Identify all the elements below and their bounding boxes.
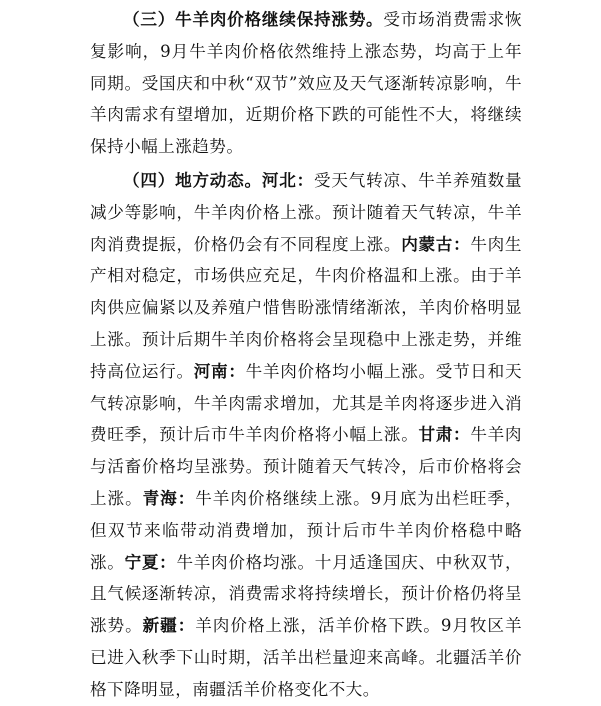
region-hebei-text: 受天气转凉、牛羊养殖数量减少等影响，牛羊肉价格上涨。预计随着天气转凉，牛羊肉消费提振，价格仍会有不同程度上涨。 <box>90 171 522 254</box>
region-xinjiang-label: 新疆： <box>142 615 196 636</box>
section-3-body: 受市场消费需求恢复影响，9月牛羊肉价格依然维持上涨态势，均高于上年同期。受国庆和中秋“双节”效应及天气逐渐转凉影响，牛羊肉需求有望增加，近期价格下跌的可能性不大，将继续保持小幅上涨趋势。 <box>90 10 522 157</box>
section-4-heading: （四）地方动态。 <box>123 170 262 190</box>
paragraph-section-4 <box>90 165 522 706</box>
region-gansu-text: 牛羊肉与活畜价格均呈涨势。预计随着天气转冷，后市价格将会上涨。 <box>90 425 522 508</box>
region-henan-label: 河南： <box>193 360 246 381</box>
region-hebei-label: 河北： <box>261 170 314 190</box>
region-henan-text: 牛羊肉价格均小幅上涨。受节日和天气转凉影响，牛羊肉需求增加，尤其是羊肉将逐步进入消费旺季，预计后市牛羊肉价格将小幅上涨。 <box>90 361 523 445</box>
region-gansu-label: 甘肃： <box>418 424 471 445</box>
region-ningxia-label: 宁夏： <box>124 551 177 572</box>
region-qinghai-text: 牛羊肉价格继续上涨。9月底为出栏旺季，但双节来临带动消费增加，预计后市牛羊肉价格稳中略涨。 <box>90 488 522 572</box>
region-xinjiang-text: 羊肉价格上涨，活羊价格下跌。9月牧区羊已进入秋季下山时期，活羊出栏量迎来高峰。北疆活羊价格下降明显，南疆活羊价格变化不大。 <box>90 616 522 699</box>
region-neimenggu-text: 牛肉生产相对稳定，市场供应充足，牛肉价格温和上涨。由于羊肉供应偏紧以及养殖户惜售盼涨情绪渐浓，羊肉价格明显上涨。预计后期牛羊肉价格将会呈现稳中上涨走势，并维持高位运行。 <box>90 234 522 381</box>
region-qinghai-label: 青海： <box>142 487 196 508</box>
region-neimenggu-label: 内蒙古： <box>401 233 471 254</box>
section-3-heading: （三）牛羊肉价格继续保持涨势。 <box>123 9 384 29</box>
region-ningxia-text: 牛羊肉价格均涨。十月适逢国庆、中秋双节，且气候逐渐转凉，消费需求将持续增长，预计价格仍将呈涨势。 <box>90 552 523 636</box>
paragraph-section-3 <box>90 4 522 163</box>
